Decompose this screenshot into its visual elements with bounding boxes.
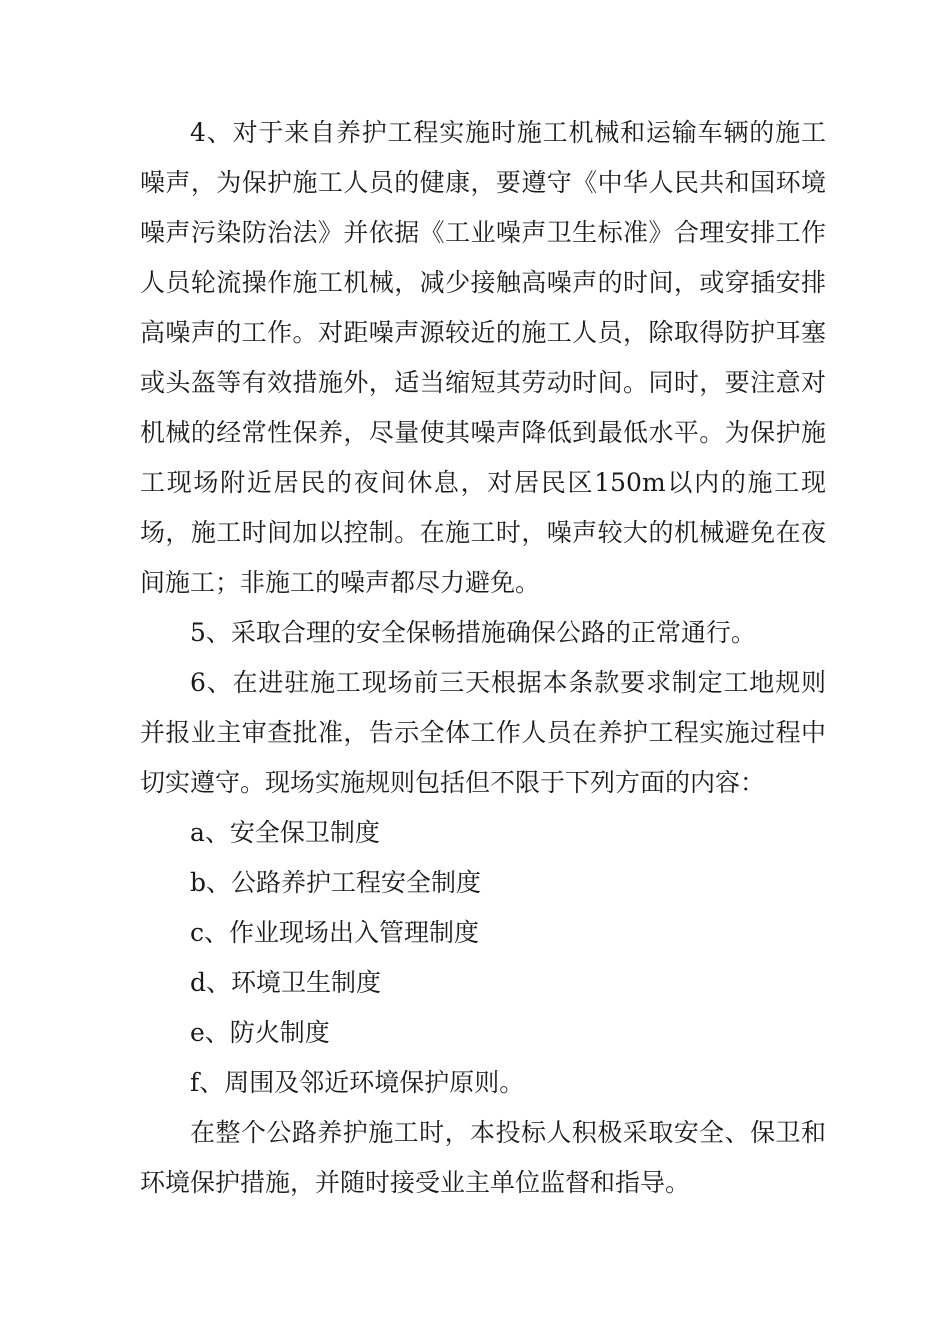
paragraph-site-rules: 6、在进驻施工现场前三天根据本条款要求制定工地规则并报业主审查批准，告示全体工作人员在养护工程实施过程中切实遵守。现场实施规则包括但不限于下列方面的内容： [140, 668, 826, 797]
rule-item-fire-prevention: e、防火制度 [190, 1018, 330, 1047]
rule-item-road-safety: b、公路养护工程安全制度 [190, 868, 482, 897]
rule-item-sanitation: d、环境卫生制度 [190, 968, 382, 997]
paragraph-conclusion: 在整个公路养护施工时，本投标人积极采取安全、保卫和环境保护措施，并随时接受业主单位监督和指导。 [140, 1118, 826, 1197]
rule-item-environment: f、周围及邻近环境保护原则。 [190, 1068, 525, 1097]
rule-item-site-access: c、作业现场出入管理制度 [190, 918, 480, 947]
rule-item-security: a、安全保卫制度 [190, 818, 380, 847]
paragraph-noise-control: 4、对于来自养护工程实施时施工机械和运输车辆的施工噪声，为保护施工人员的健康，要遵守《中华人民共和国环境噪声污染防治法》并依据《工业噪声卫生标准》合理安排工作人员轮流操作施工机械，减少接触高噪声的时间，或穿插安排高噪声的工作。对距噪声源较近的施工人员，除取得防护耳塞或头盔等有效措施外，适当缩短其劳动时间。同时，要注意对机械的经常性保养，尽量使其噪声降低到最低水平。为保护施工现场附近居民的夜间休息，对居民区150m以内的施工现场，施工时间加以控制。在施工时，噪声较大的机械避免在夜间施工；非施工的噪声都尽力避免。 [140, 118, 826, 597]
document-body [140, 108, 826, 1208]
paragraph-traffic-safety: 5、采取合理的安全保畅措施确保公路的正常通行。 [190, 618, 756, 647]
